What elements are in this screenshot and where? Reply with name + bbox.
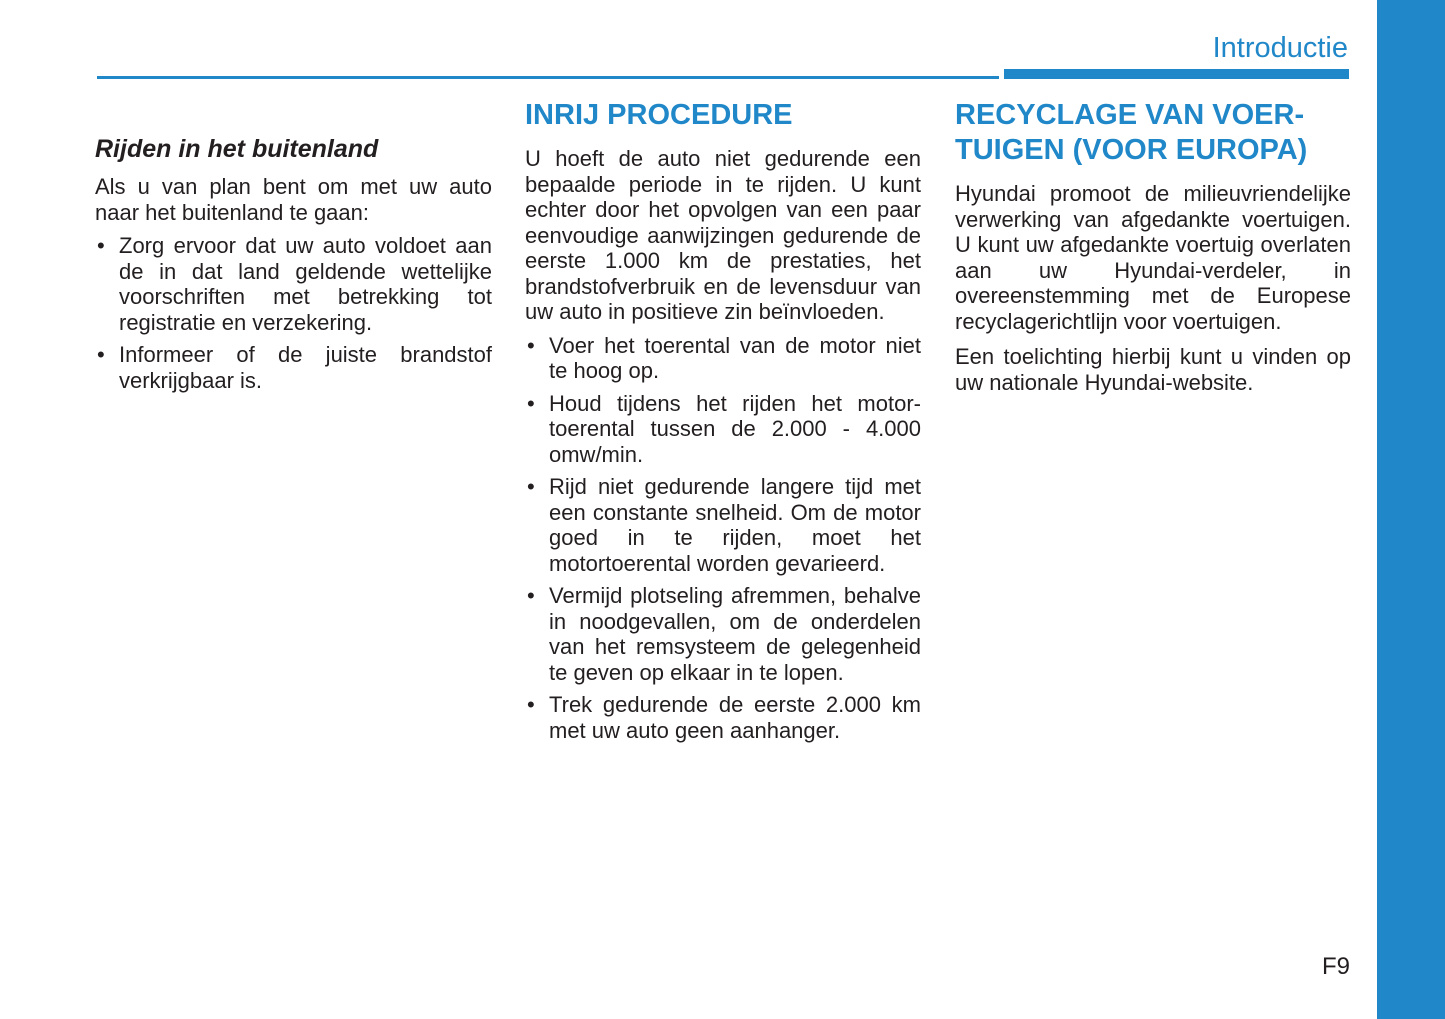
break-in-bullet-list [525,333,921,744]
column-driving-abroad [95,134,492,393]
bullet-text: Informeer of de juiste brandstof verkrijgbaar is. [119,342,492,393]
section-title: Introductie [1212,32,1348,64]
bullet-item [525,474,921,576]
page-edge-band [1377,0,1445,1019]
bullet-dot: • [527,692,535,717]
column-vehicle-recycling [955,98,1351,395]
driving-abroad-intro: Als u van plan bent om met uw auto naar het buitenland te gaan: [95,174,492,225]
bullet-dot: • [527,474,535,499]
bullet-text: Zorg ervoor dat uw auto voldoet aan de in dat land geldende wettelijke voorschriften met betrekking tot registratie en verzekering. [119,233,492,335]
driving-abroad-heading: Rijden in het buitenland [95,135,379,163]
bullet-text: Rijd niet gedurende langere tijd met een constante snelheid. Om de motor goed in te rijden, moet het motortoerental worden gevarieerd. [549,474,921,576]
break-in-heading: INRIJ PROCEDURE [525,99,793,131]
bullet-text: Houd tijdens het rijden het motortoerental tussen de 2.000 - 4.000 omw/min. [549,390,921,467]
break-in-intro: U hoeft de auto niet gedurende een bepaalde periode in te rijden. U kunt echter door het opvolgen van een paar eenvoudige aanwijzingen gedurende de eerste 1.000 km de prestaties, het brandstofverbruik en de levensduur van uw auto in positieve zin beïnvloeden. [525,146,921,324]
bullet-item [525,583,921,685]
bullet-item [95,342,492,393]
bullet-dot: • [527,583,535,608]
bullet-text: Vermijd plotseling afremmen, behalve in noodgevallen, om de onderdelen van het remsysteem de gelegenheid te geven op elkaar in te lopen. [549,583,921,685]
page-number: F9 [1322,953,1351,980]
recycling-heading: RECYCLAGE VAN VOERTUIGEN (VOOR EUROPA) [955,99,1308,166]
bullet-dot: • [97,342,105,367]
bullet-dot: • [527,390,535,416]
bullet-item [525,692,921,743]
bullet-text: Trek gedurende de eerste 2.000 km met uw auto geen aanhanger. [549,692,921,743]
bullet-item [525,391,921,468]
bullet-item [95,233,492,335]
recycling-paragraph: Een toelichting hierbij kunt u vinden op uw nationale Hyundai-website. [955,344,1351,395]
header-rule-thick [1004,69,1349,79]
bullet-dot: • [97,233,105,258]
driving-abroad-bullet-list [95,233,492,393]
bullet-dot: • [527,332,535,358]
header-rule-thin [97,76,999,79]
recycling-paragraph: Hyundai promoot de milieuvriendelijke verwerking van afgedankte voertuigen. U kunt uw afgedankte voertuig overlaten aan uw Hyundai-verdeler, in overeenstemming met de Europese recyclagerichtlijn voor voertuigen. [955,181,1351,334]
bullet-text: Voer het toerental van de motor niet te hoog op. [549,332,921,383]
column-break-in-procedure [525,98,921,743]
bullet-item [525,333,921,384]
